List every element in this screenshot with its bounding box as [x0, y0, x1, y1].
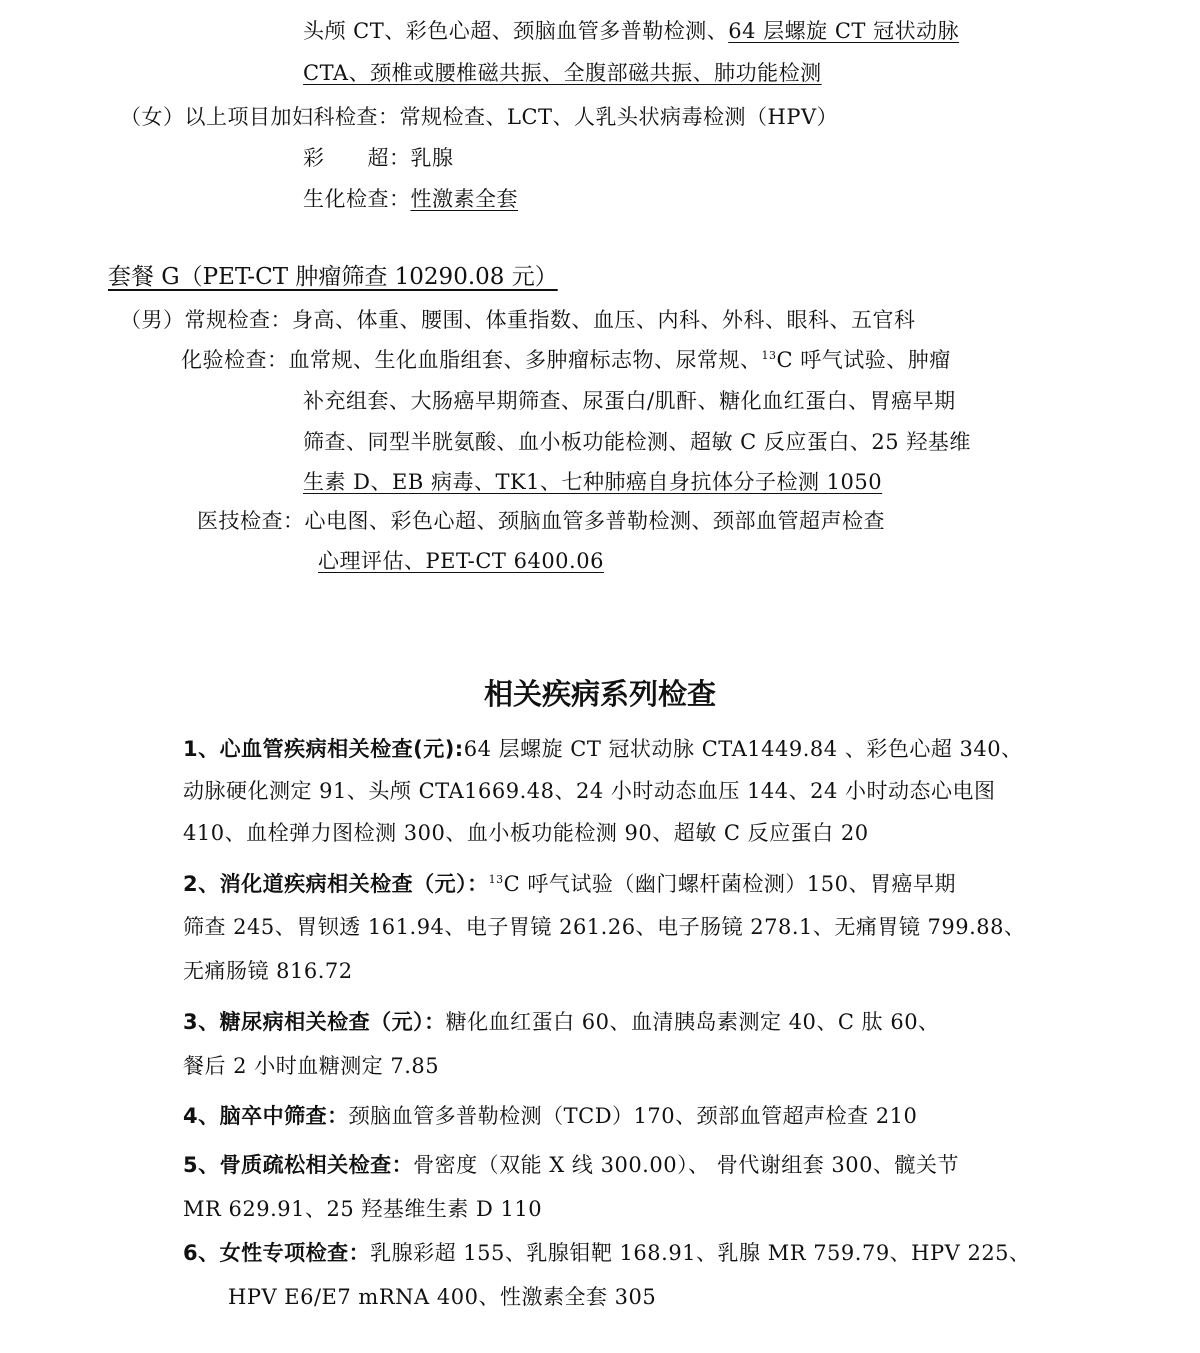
- lab-label: 化验检查：: [181, 348, 289, 372]
- section-title: 相关疾病系列检查: [483, 677, 716, 711]
- item-6-head: 6、女性专项检查：: [183, 1241, 371, 1265]
- item-5-text-1: 骨密度（双能 X 线 300.00）、 骨代谢组套 300、髋关节: [413, 1153, 960, 1177]
- package-g-lab-line-1: [181, 347, 951, 373]
- item-3-head: 3、糖尿病相关检查（元）：: [183, 1010, 446, 1034]
- top-line-1: [303, 18, 959, 44]
- item-3-line-1: [183, 1009, 940, 1035]
- item-3-text-1: 糖化血红蛋白 60、血清胰岛素测定 40、C 肽 60、: [445, 1010, 940, 1034]
- package-g-medtech-line-1: [197, 508, 885, 534]
- item-2-line-1: [183, 871, 956, 897]
- item-1-line-2: 动脉硬化测定 91、头颅 CTA1669.48、24 小时动态血压 144、24 小时动态心电图: [183, 779, 996, 803]
- ultrasound-label: 彩 超：: [303, 146, 411, 170]
- female-line: （女）以上项目加妇科检查：常规检查、LCT、人乳头状病毒检测（HPV）: [120, 105, 839, 129]
- ultrasound-line: [303, 145, 454, 171]
- lab-superscript: 13: [761, 349, 777, 362]
- item-2-line-2: 筛查 245、胃钡透 161.94、电子胃镜 261.26、电子肠镜 278.1、无痛胃镜 799.88、: [183, 915, 1026, 939]
- package-g-lab-line-4: 生素 D、EB 病毒、TK1、七种肺癌自身抗体分子检测 1050: [303, 470, 883, 494]
- item-4-head: 4、脑卒中筛查：: [183, 1104, 349, 1128]
- item-6-text-1: 乳腺彩超 155、乳腺钼靶 168.91、乳腺 MR 759.79、HPV 225、: [370, 1241, 1031, 1265]
- item-2-text-1: C 呼气试验（幽门螺杆菌检测）150、胃癌早期: [503, 872, 956, 896]
- item-4-text-1: 颈脑血管多普勒检测（TCD）170、颈部血管超声检查 210: [348, 1104, 918, 1128]
- biochem-value: 性激素全套: [410, 187, 518, 211]
- top-line-1-text: 头颅 CT、彩色心超、颈脑血管多普勒检测、: [303, 19, 729, 43]
- medtech-label: 医技检查：: [197, 509, 305, 533]
- item-1-line-3: 410、血栓弹力图检测 300、血小板功能检测 90、超敏 C 反应蛋白 20: [183, 821, 869, 845]
- item-5-line-2: MR 629.91、25 羟基维生素 D 110: [183, 1197, 543, 1221]
- package-g-lab-line-3: 筛查、同型半胱氨酸、血小板功能检测、超敏 C 反应蛋白、25 羟基维: [303, 430, 971, 454]
- lab-line-1-text-b: C 呼气试验、肿瘤: [776, 348, 951, 372]
- item-4-line-1: [183, 1103, 917, 1129]
- biochem-line: [303, 186, 518, 212]
- package-g-title: 套餐 G（PET-CT 肿瘤筛查 10290.08 元）: [108, 264, 558, 290]
- item-5-head: 5、骨质疏松相关检查：: [183, 1153, 414, 1177]
- item-6-line-1: [183, 1240, 1031, 1266]
- item-5-line-1: [183, 1152, 959, 1178]
- item-2-line-3: 无痛肠镜 816.72: [183, 959, 353, 983]
- item-1-head: 1、心血管疾病相关检查(元):: [183, 737, 464, 761]
- top-line-2: CTA、颈椎或腰椎磁共振、全腹部磁共振、肺功能检测: [303, 61, 822, 85]
- medtech-line-1-text: 心电图、彩色心超、颈脑血管多普勒检测、颈部血管超声检查: [304, 509, 885, 533]
- lab-line-1-text: 血常规、生化血脂组套、多肿瘤标志物、尿常规、: [288, 348, 762, 372]
- item-1-text-1: 64 层螺旋 CT 冠状动脉 CTA1449.84 、彩色心超 340、: [463, 737, 1023, 761]
- item-2-superscript: 13: [488, 873, 504, 886]
- biochem-label: 生化检查：: [303, 187, 411, 211]
- item-3-line-2: 餐后 2 小时血糖测定 7.85: [183, 1054, 440, 1078]
- package-g-medtech-line-2: 心理评估、PET-CT 6400.06: [318, 549, 604, 573]
- top-line-1-underlined: 64 层螺旋 CT 冠状动脉: [728, 19, 960, 43]
- package-g-routine: （男）常规检查：身高、体重、腰围、体重指数、血压、内科、外科、眼科、五官科: [120, 308, 916, 332]
- item-1-line-1: [183, 736, 1023, 762]
- ultrasound-value: 乳腺: [410, 146, 454, 170]
- package-g-lab-line-2: 补充组套、大肠癌早期筛查、尿蛋白/肌酐、糖化血红蛋白、胃癌早期: [303, 389, 956, 413]
- item-6-line-2: HPV E6/E7 mRNA 400、性激素全套 305: [228, 1285, 657, 1309]
- item-2-head: 2、消化道疾病相关检查（元）：: [183, 872, 489, 896]
